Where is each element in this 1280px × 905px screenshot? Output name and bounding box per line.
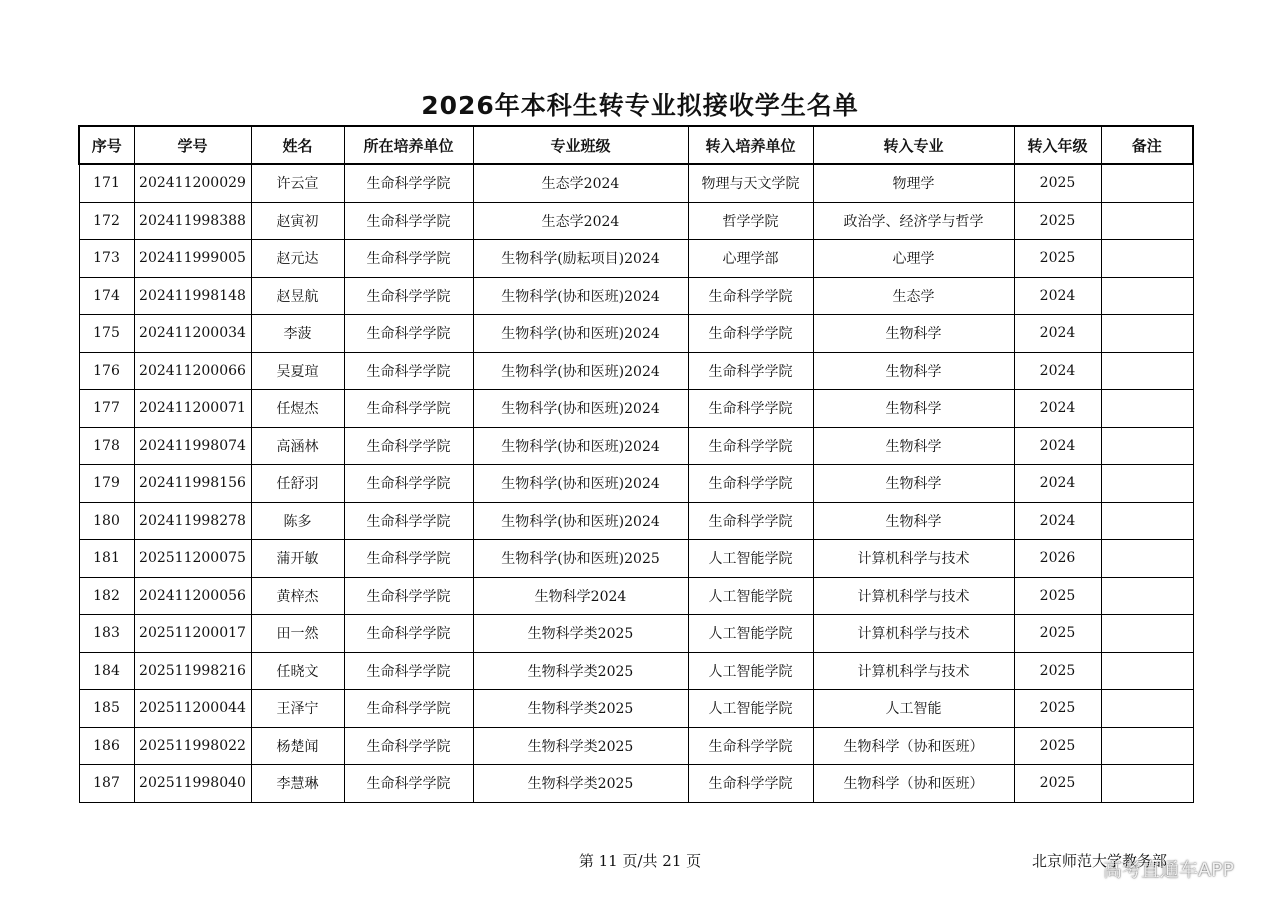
header-col-remark: 备注 bbox=[1101, 126, 1193, 164]
table-row bbox=[79, 727, 1193, 765]
cell-col-target-grade: 2025 bbox=[1014, 577, 1101, 615]
cell-col-origin-unit: 生命科学学院 bbox=[344, 202, 473, 240]
cell-col-remark bbox=[1101, 540, 1193, 578]
cell-col-student-id: 202411998388 bbox=[134, 202, 251, 240]
cell-col-student-id: 202411200071 bbox=[134, 390, 251, 428]
cell-col-target-unit: 生命科学学院 bbox=[688, 765, 813, 803]
cell-col-origin-unit: 生命科学学院 bbox=[344, 577, 473, 615]
cell-col-origin-unit: 生命科学学院 bbox=[344, 540, 473, 578]
cell-col-origin-unit: 生命科学学院 bbox=[344, 765, 473, 803]
table-row bbox=[79, 202, 1193, 240]
cell-col-remark bbox=[1101, 465, 1193, 503]
cell-col-target-major: 生态学 bbox=[813, 277, 1014, 315]
table-row bbox=[79, 502, 1193, 540]
table-row bbox=[79, 652, 1193, 690]
header-col-target-grade: 转入年级 bbox=[1014, 126, 1101, 164]
cell-col-index: 179 bbox=[79, 465, 134, 503]
cell-col-major-class: 生物科学(协和医班)2024 bbox=[473, 465, 688, 503]
table-row bbox=[79, 277, 1193, 315]
cell-col-target-major: 生物科学（协和医班） bbox=[813, 765, 1014, 803]
cell-col-index: 181 bbox=[79, 540, 134, 578]
cell-col-target-unit: 生命科学学院 bbox=[688, 502, 813, 540]
cell-col-origin-unit: 生命科学学院 bbox=[344, 277, 473, 315]
cell-col-target-major: 生物科学 bbox=[813, 352, 1014, 390]
table-row bbox=[79, 240, 1193, 278]
cell-col-index: 174 bbox=[79, 277, 134, 315]
cell-col-major-class: 生物科学类2025 bbox=[473, 615, 688, 653]
cell-col-student-id: 202511998216 bbox=[134, 652, 251, 690]
cell-col-target-major: 心理学 bbox=[813, 240, 1014, 278]
cell-col-index: 180 bbox=[79, 502, 134, 540]
cell-col-major-class: 生物科学类2025 bbox=[473, 727, 688, 765]
cell-col-student-id: 202411200056 bbox=[134, 577, 251, 615]
cell-col-target-unit: 生命科学学院 bbox=[688, 352, 813, 390]
cell-col-target-major: 计算机科学与技术 bbox=[813, 615, 1014, 653]
cell-col-major-class: 生物科学(协和医班)2025 bbox=[473, 540, 688, 578]
cell-col-remark bbox=[1101, 390, 1193, 428]
student-table bbox=[78, 125, 1194, 803]
cell-col-remark bbox=[1101, 240, 1193, 278]
cell-col-name: 李菠 bbox=[251, 315, 344, 353]
cell-col-major-class: 生物科学(协和医班)2024 bbox=[473, 502, 688, 540]
table-row bbox=[79, 540, 1193, 578]
cell-col-origin-unit: 生命科学学院 bbox=[344, 615, 473, 653]
cell-col-target-major: 物理学 bbox=[813, 164, 1014, 202]
table-row bbox=[79, 427, 1193, 465]
cell-col-remark bbox=[1101, 202, 1193, 240]
cell-col-remark bbox=[1101, 315, 1193, 353]
table-row bbox=[79, 690, 1193, 728]
cell-col-name: 黄梓杰 bbox=[251, 577, 344, 615]
header-row bbox=[79, 126, 1193, 164]
cell-col-remark bbox=[1101, 690, 1193, 728]
cell-col-name: 任煜杰 bbox=[251, 390, 344, 428]
table-row bbox=[79, 577, 1193, 615]
header-col-target-major: 转入专业 bbox=[813, 126, 1014, 164]
cell-col-target-grade: 2025 bbox=[1014, 652, 1101, 690]
cell-col-index: 184 bbox=[79, 652, 134, 690]
cell-col-name: 蒲开敏 bbox=[251, 540, 344, 578]
cell-col-remark bbox=[1101, 727, 1193, 765]
cell-col-student-id: 202511200075 bbox=[134, 540, 251, 578]
cell-col-name: 任舒羽 bbox=[251, 465, 344, 503]
cell-col-target-major: 计算机科学与技术 bbox=[813, 652, 1014, 690]
cell-col-major-class: 生物科学(协和医班)2024 bbox=[473, 390, 688, 428]
cell-col-target-grade: 2024 bbox=[1014, 502, 1101, 540]
header-col-origin-unit: 所在培养单位 bbox=[344, 126, 473, 164]
cell-col-student-id: 202411998148 bbox=[134, 277, 251, 315]
cell-col-name: 陈多 bbox=[251, 502, 344, 540]
cell-col-student-id: 202411998278 bbox=[134, 502, 251, 540]
header-col-index: 序号 bbox=[79, 126, 134, 164]
cell-col-index: 183 bbox=[79, 615, 134, 653]
cell-col-target-grade: 2025 bbox=[1014, 690, 1101, 728]
cell-col-index: 173 bbox=[79, 240, 134, 278]
cell-col-target-major: 计算机科学与技术 bbox=[813, 577, 1014, 615]
header-col-target-unit: 转入培养单位 bbox=[688, 126, 813, 164]
table-row bbox=[79, 315, 1193, 353]
cell-col-name: 赵昱航 bbox=[251, 277, 344, 315]
cell-col-target-major: 生物科学 bbox=[813, 427, 1014, 465]
cell-col-remark bbox=[1101, 615, 1193, 653]
cell-col-remark bbox=[1101, 765, 1193, 803]
cell-col-target-unit: 生命科学学院 bbox=[688, 727, 813, 765]
cell-col-target-unit: 人工智能学院 bbox=[688, 652, 813, 690]
cell-col-index: 178 bbox=[79, 427, 134, 465]
cell-col-origin-unit: 生命科学学院 bbox=[344, 427, 473, 465]
cell-col-index: 187 bbox=[79, 765, 134, 803]
cell-col-target-major: 生物科学（协和医班） bbox=[813, 727, 1014, 765]
cell-col-target-major: 生物科学 bbox=[813, 502, 1014, 540]
header-col-name: 姓名 bbox=[251, 126, 344, 164]
table-row bbox=[79, 352, 1193, 390]
cell-col-name: 任晓文 bbox=[251, 652, 344, 690]
cell-col-name: 高涵林 bbox=[251, 427, 344, 465]
cell-col-major-class: 生物科学2024 bbox=[473, 577, 688, 615]
cell-col-index: 171 bbox=[79, 164, 134, 202]
cell-col-name: 田一然 bbox=[251, 615, 344, 653]
table-body bbox=[79, 164, 1193, 802]
cell-col-remark bbox=[1101, 277, 1193, 315]
table-row bbox=[79, 765, 1193, 803]
cell-col-target-major: 政治学、经济学与哲学 bbox=[813, 202, 1014, 240]
cell-col-student-id: 202511200044 bbox=[134, 690, 251, 728]
page-number: 第 11 页/共 21 页 bbox=[578, 852, 702, 870]
cell-col-student-id: 202511998040 bbox=[134, 765, 251, 803]
table-row bbox=[79, 615, 1193, 653]
cell-col-origin-unit: 生命科学学院 bbox=[344, 240, 473, 278]
cell-col-major-class: 生物科学类2025 bbox=[473, 765, 688, 803]
cell-col-origin-unit: 生命科学学院 bbox=[344, 164, 473, 202]
cell-col-target-unit: 人工智能学院 bbox=[688, 540, 813, 578]
cell-col-index: 177 bbox=[79, 390, 134, 428]
watermark: 高考直通车APP bbox=[1103, 859, 1234, 881]
cell-col-target-grade: 2024 bbox=[1014, 427, 1101, 465]
cell-col-target-grade: 2025 bbox=[1014, 727, 1101, 765]
cell-col-target-major: 生物科学 bbox=[813, 390, 1014, 428]
cell-col-remark bbox=[1101, 577, 1193, 615]
cell-col-major-class: 生物科学(协和医班)2024 bbox=[473, 277, 688, 315]
cell-col-student-id: 202411999005 bbox=[134, 240, 251, 278]
table-row bbox=[79, 390, 1193, 428]
cell-col-name: 赵元达 bbox=[251, 240, 344, 278]
cell-col-target-unit: 生命科学学院 bbox=[688, 427, 813, 465]
cell-col-student-id: 202411200034 bbox=[134, 315, 251, 353]
cell-col-index: 175 bbox=[79, 315, 134, 353]
cell-col-target-major: 生物科学 bbox=[813, 465, 1014, 503]
cell-col-target-grade: 2024 bbox=[1014, 277, 1101, 315]
cell-col-major-class: 生物科学类2025 bbox=[473, 690, 688, 728]
cell-col-target-unit: 物理与天文学院 bbox=[688, 164, 813, 202]
cell-col-target-grade: 2025 bbox=[1014, 164, 1101, 202]
cell-col-target-unit: 哲学学院 bbox=[688, 202, 813, 240]
cell-col-target-unit: 人工智能学院 bbox=[688, 577, 813, 615]
cell-col-index: 172 bbox=[79, 202, 134, 240]
cell-col-student-id: 202511998022 bbox=[134, 727, 251, 765]
cell-col-major-class: 生物科学类2025 bbox=[473, 652, 688, 690]
cell-col-remark bbox=[1101, 502, 1193, 540]
cell-col-index: 176 bbox=[79, 352, 134, 390]
cell-col-remark bbox=[1101, 652, 1193, 690]
cell-col-target-major: 人工智能 bbox=[813, 690, 1014, 728]
cell-col-target-grade: 2025 bbox=[1014, 615, 1101, 653]
cell-col-target-unit: 人工智能学院 bbox=[688, 690, 813, 728]
cell-col-student-id: 202411200066 bbox=[134, 352, 251, 390]
cell-col-origin-unit: 生命科学学院 bbox=[344, 465, 473, 503]
cell-col-index: 185 bbox=[79, 690, 134, 728]
cell-col-origin-unit: 生命科学学院 bbox=[344, 315, 473, 353]
cell-col-target-grade: 2024 bbox=[1014, 352, 1101, 390]
cell-col-target-unit: 生命科学学院 bbox=[688, 315, 813, 353]
cell-col-target-grade: 2025 bbox=[1014, 202, 1101, 240]
cell-col-major-class: 生态学2024 bbox=[473, 202, 688, 240]
cell-col-target-unit: 生命科学学院 bbox=[688, 465, 813, 503]
cell-col-major-class: 生物科学(协和医班)2024 bbox=[473, 427, 688, 465]
cell-col-student-id: 202411998074 bbox=[134, 427, 251, 465]
table-row bbox=[79, 465, 1193, 503]
cell-col-target-grade: 2024 bbox=[1014, 390, 1101, 428]
cell-col-target-unit: 生命科学学院 bbox=[688, 277, 813, 315]
cell-col-origin-unit: 生命科学学院 bbox=[344, 652, 473, 690]
cell-col-target-unit: 人工智能学院 bbox=[688, 615, 813, 653]
cell-col-name: 杨楚闻 bbox=[251, 727, 344, 765]
header-col-major-class: 专业班级 bbox=[473, 126, 688, 164]
cell-col-target-grade: 2024 bbox=[1014, 465, 1101, 503]
cell-col-remark bbox=[1101, 427, 1193, 465]
cell-col-major-class: 生物科学(励耘项目)2024 bbox=[473, 240, 688, 278]
cell-col-major-class: 生物科学(协和医班)2024 bbox=[473, 352, 688, 390]
cell-col-origin-unit: 生命科学学院 bbox=[344, 352, 473, 390]
cell-col-student-id: 202411998156 bbox=[134, 465, 251, 503]
cell-col-major-class: 生物科学(协和医班)2024 bbox=[473, 315, 688, 353]
cell-col-origin-unit: 生命科学学院 bbox=[344, 502, 473, 540]
document-title: 2026年本科生转专业拟接收学生名单 bbox=[421, 91, 859, 120]
table-row bbox=[79, 164, 1193, 202]
issuer-name: 北京师范大学教务部 bbox=[1032, 852, 1168, 870]
header-col-student-id: 学号 bbox=[134, 126, 251, 164]
cell-col-major-class: 生态学2024 bbox=[473, 164, 688, 202]
cell-col-origin-unit: 生命科学学院 bbox=[344, 727, 473, 765]
cell-col-name: 王泽宁 bbox=[251, 690, 344, 728]
cell-col-student-id: 202411200029 bbox=[134, 164, 251, 202]
cell-col-target-major: 生物科学 bbox=[813, 315, 1014, 353]
cell-col-target-unit: 生命科学学院 bbox=[688, 390, 813, 428]
cell-col-origin-unit: 生命科学学院 bbox=[344, 390, 473, 428]
cell-col-target-grade: 2026 bbox=[1014, 540, 1101, 578]
cell-col-target-grade: 2025 bbox=[1014, 765, 1101, 803]
cell-col-index: 182 bbox=[79, 577, 134, 615]
cell-col-name: 许云宣 bbox=[251, 164, 344, 202]
cell-col-index: 186 bbox=[79, 727, 134, 765]
cell-col-target-grade: 2024 bbox=[1014, 315, 1101, 353]
cell-col-remark bbox=[1101, 164, 1193, 202]
cell-col-target-grade: 2025 bbox=[1014, 240, 1101, 278]
cell-col-target-unit: 心理学部 bbox=[688, 240, 813, 278]
cell-col-student-id: 202511200017 bbox=[134, 615, 251, 653]
cell-col-name: 赵寅初 bbox=[251, 202, 344, 240]
cell-col-remark bbox=[1101, 352, 1193, 390]
cell-col-target-major: 计算机科学与技术 bbox=[813, 540, 1014, 578]
cell-col-name: 吴夏瑄 bbox=[251, 352, 344, 390]
cell-col-origin-unit: 生命科学学院 bbox=[344, 690, 473, 728]
cell-col-name: 李慧琳 bbox=[251, 765, 344, 803]
